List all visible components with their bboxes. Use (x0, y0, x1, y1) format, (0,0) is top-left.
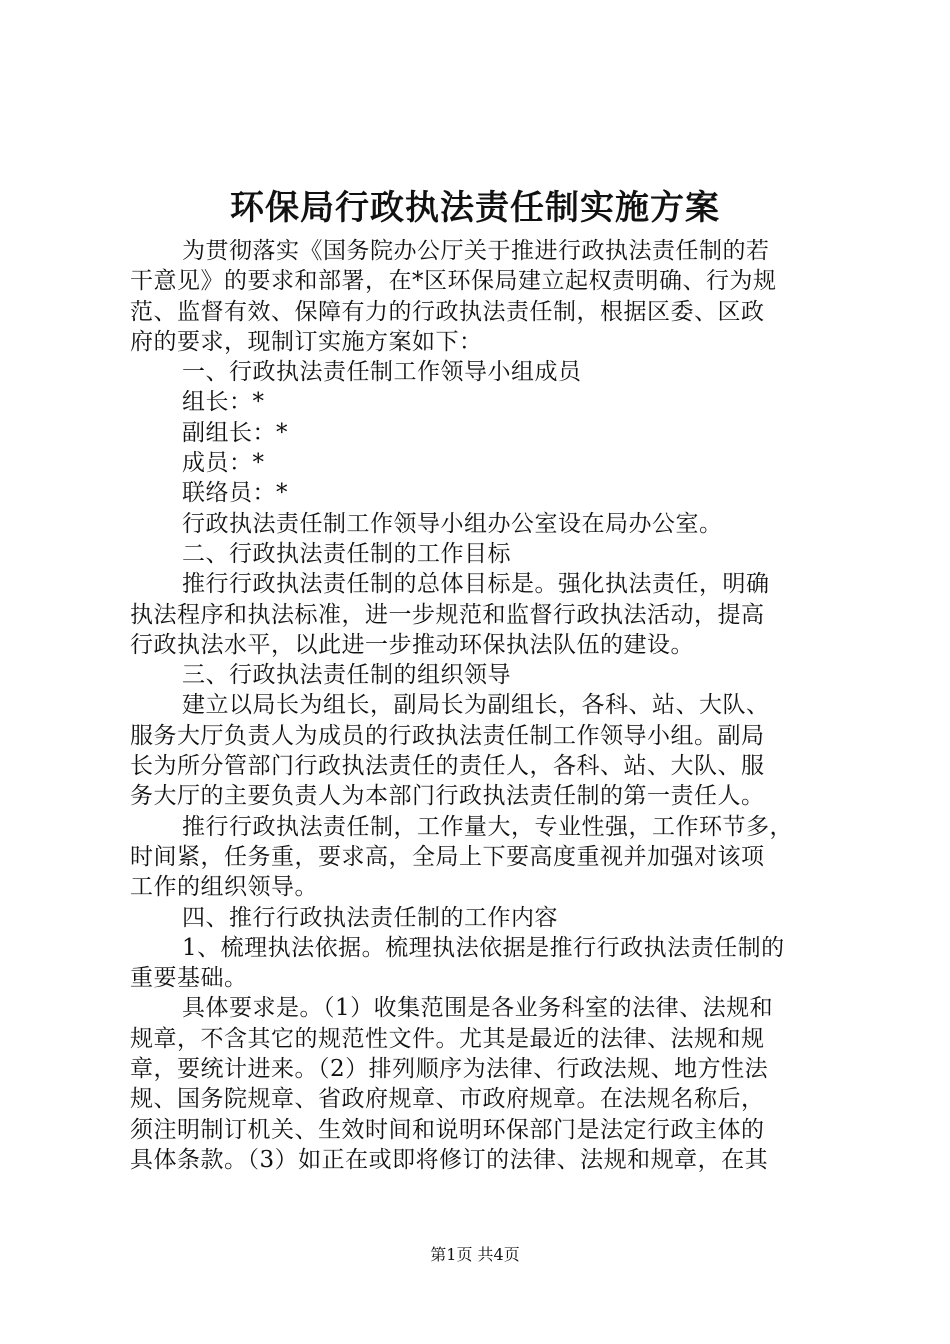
body-line: 推行行政执法责任制，工作量大，专业性强，工作环节多， (182, 813, 793, 840)
body-line: 副组长：* (182, 419, 288, 446)
body-line: 范、监督有效、保障有力的行政执法责任制，根据区委、区政 (130, 298, 765, 325)
body-line: 务大厅的主要负责人为本部门行政执法责任制的第一责任人。 (130, 783, 765, 810)
body-line: 长为所分管部门行政执法责任的责任人，各科、站、大队、服 (130, 753, 765, 780)
document-title: 环保局行政执法责任制实施方案 (230, 188, 720, 228)
body-line: 成员：* (182, 450, 265, 477)
body-line: 执法程序和执法标准，进一步规范和监督行政执法活动，提高 (130, 601, 765, 628)
body-line: 时间紧，任务重，要求高，全局上下要高度重视并加强对该项 (130, 843, 765, 870)
body-line: 推行行政执法责任制的总体目标是。强化执法责任，明确 (182, 571, 770, 598)
body-line: 服务大厅负责人为成员的行政执法责任制工作领导小组。副局 (130, 722, 765, 749)
body-line: 具体条款。（3）如正在或即将修订的法律、法规和规章，在其 (130, 1146, 769, 1173)
document-body (130, 236, 830, 1175)
body-line: 具体要求是。（1）收集范围是各业务科室的法律、法规和 (182, 995, 774, 1022)
body-line: 行政执法水平，以此进一步推动环保执法队伍的建设。 (130, 631, 694, 658)
body-line: 工作的组织领导。 (130, 874, 318, 901)
body-line: 须注明制订机关、生效时间和说明环保部门是法定行政主体的 (130, 1116, 765, 1143)
body-line: 规章，不含其它的规范性文件。尤其是最近的法律、法规和规 (130, 1025, 765, 1052)
body-line: 章，要统计进来。（2）排列顺序为法律、行政法规、地方性法 (130, 1056, 769, 1083)
body-line: 规、国务院规章、省政府规章、市政府规章。在法规名称后， (130, 1086, 765, 1113)
section-heading: 三、行政执法责任制的组织领导 (182, 662, 511, 689)
section-heading: 一、行政执法责任制工作领导小组成员 (182, 359, 582, 386)
body-line: 联络员：* (182, 480, 288, 507)
body-line: 重要基础。 (130, 965, 248, 992)
body-line: 为贯彻落实《国务院办公厅关于推进行政执法责任制的若 (182, 238, 770, 264)
body-line: 行政执法责任制工作领导小组办公室设在局办公室。 (182, 510, 723, 537)
body-line: 组长：* (182, 389, 265, 416)
body-line: 干意见》的要求和部署，在*区环保局建立起权责明确、行为规 (130, 268, 777, 295)
body-line: 建立以局长为组长，副局长为副组长，各科、站、大队、 (182, 692, 770, 719)
section-heading: 二、行政执法责任制的工作目标 (182, 540, 511, 567)
page-number-footer: 第1页 共4页 (430, 1245, 520, 1264)
body-line: 府的要求，现制订实施方案如下： (130, 328, 483, 355)
section-heading: 四、推行行政执法责任制的工作内容 (182, 904, 558, 931)
body-line: 1、梳理执法依据。梳理执法依据是推行行政执法责任制的 (182, 934, 785, 961)
